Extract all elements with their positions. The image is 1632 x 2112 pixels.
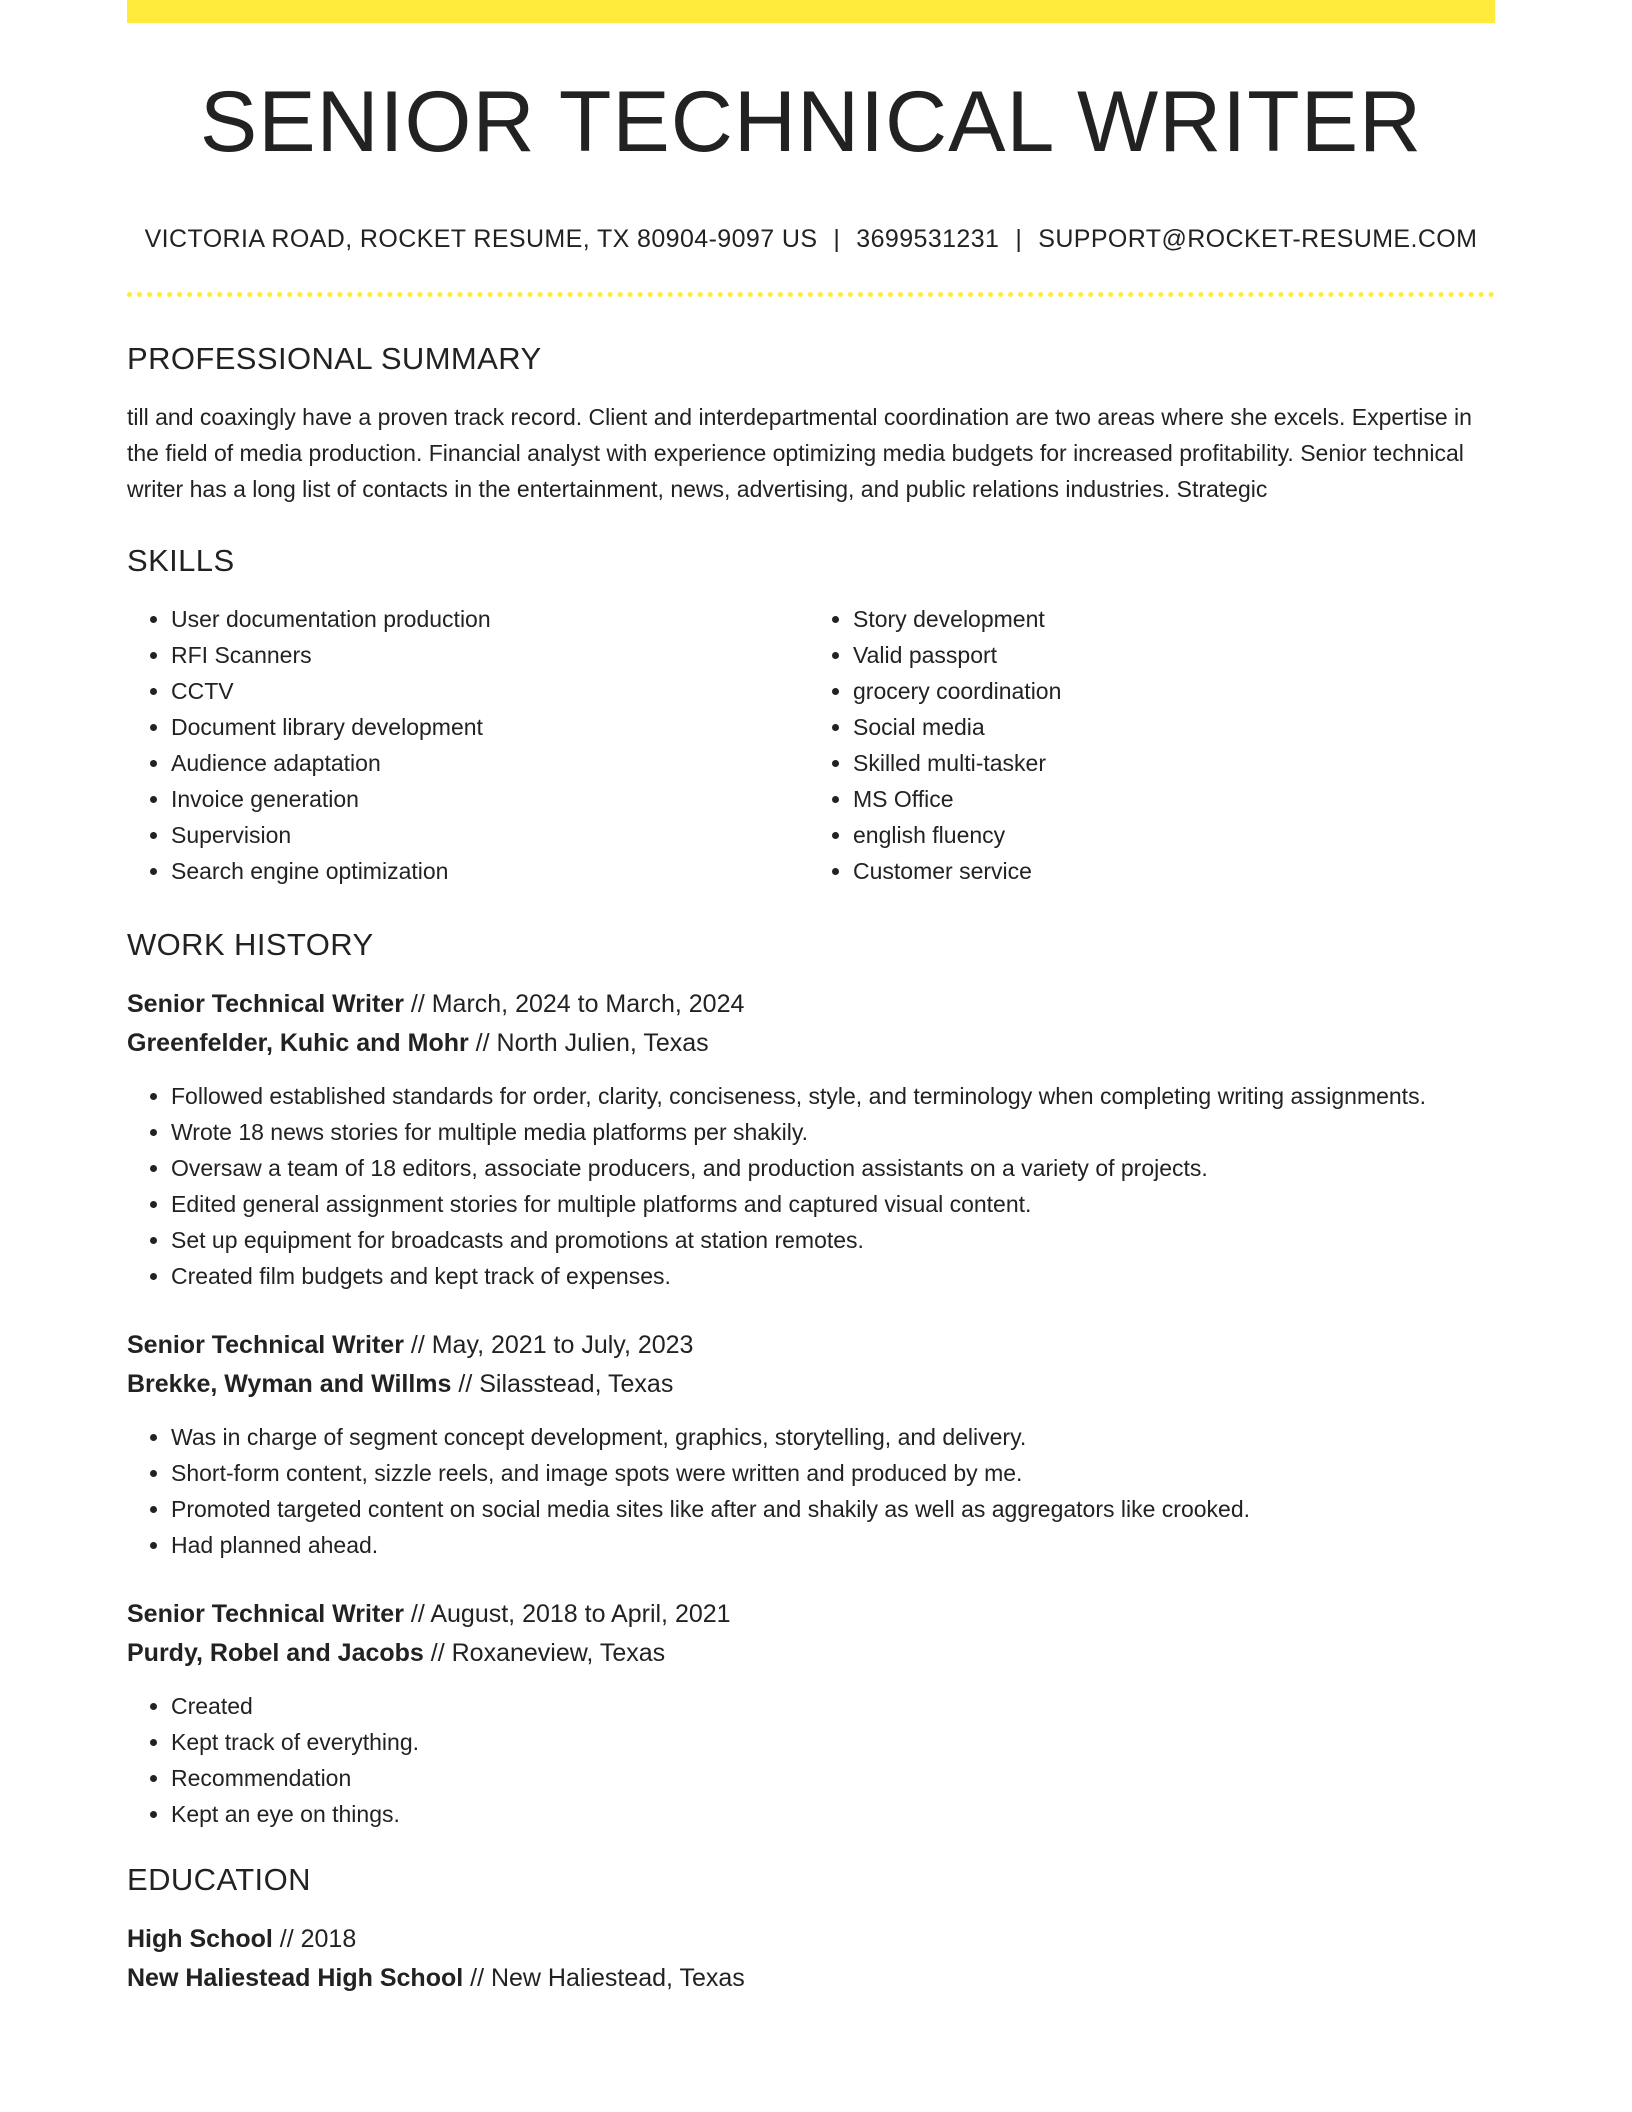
job-bullet: • Kept track of everything.	[171, 1724, 1495, 1760]
skill-item: • Customer service	[853, 853, 1495, 889]
job-location: // North Julien, Texas	[468, 1029, 709, 1057]
job-dates: // March, 2024 to March, 2024	[403, 990, 745, 1018]
skill-item: • User documentation production	[171, 601, 813, 637]
job-entry	[127, 985, 1495, 1294]
contact-address: VICTORIA ROAD, ROCKET RESUME, TX 80904-9097 US	[144, 225, 818, 253]
education-entry	[127, 1920, 1495, 1998]
skills-columns	[127, 601, 1495, 889]
skills-heading: SKILLS	[127, 543, 235, 578]
summary-heading: PROFESSIONAL SUMMARY	[127, 341, 542, 376]
dotted-divider	[127, 292, 1495, 297]
job-bullet: • Recommendation	[171, 1760, 1495, 1796]
job-role: Senior Technical Writer	[127, 1331, 404, 1359]
job-bullet: • Had planned ahead.	[171, 1527, 1495, 1563]
job-bullets	[127, 1419, 1495, 1563]
education-heading: EDUCATION	[127, 1862, 311, 1897]
job-bullet: • Kept an eye on things.	[171, 1796, 1495, 1832]
job-bullets	[127, 1688, 1495, 1832]
skill-item: • grocery coordination	[853, 673, 1495, 709]
job-role-line	[127, 1326, 1495, 1365]
education-degree: High School	[127, 1925, 273, 1953]
top-accent-bar	[127, 0, 1495, 23]
job-role-line	[127, 985, 1495, 1024]
job-location: // Silasstead, Texas	[451, 1370, 674, 1398]
job-dates: // May, 2021 to July, 2023	[403, 1331, 694, 1359]
skill-item: • Supervision	[171, 817, 813, 853]
job-company: Brekke, Wyman and Willms	[127, 1370, 452, 1398]
contact-email: SUPPORT@ROCKET-RESUME.COM	[1038, 225, 1478, 253]
job-entry	[127, 1326, 1495, 1563]
resume-title: SENIOR TECHNICAL WRITER	[199, 74, 1423, 170]
job-company-line	[127, 1634, 1495, 1673]
education-school: New Haliestead High School	[127, 1964, 464, 1992]
contact-phone: 3699531231	[856, 225, 1000, 253]
job-bullet: • Edited general assignment stories for multiple platforms and captured visual content.	[171, 1186, 1495, 1222]
education-school-line	[127, 1959, 1495, 1998]
skill-item: • Story development	[853, 601, 1495, 637]
job-role-line	[127, 1595, 1495, 1634]
skill-item: • Audience adaptation	[171, 745, 813, 781]
skill-item: • RFI Scanners	[171, 637, 813, 673]
job-dates: // August, 2018 to April, 2021	[403, 1600, 731, 1628]
job-role: Senior Technical Writer	[127, 990, 404, 1018]
job-location: // Roxaneview, Texas	[423, 1639, 666, 1667]
job-bullets	[127, 1078, 1495, 1294]
skill-item: • Invoice generation	[171, 781, 813, 817]
education-degree-line	[127, 1920, 1495, 1959]
skill-item: • Skilled multi-tasker	[853, 745, 1495, 781]
job-bullet: • Short-form content, sizzle reels, and image spots were written and produced by me.	[171, 1455, 1495, 1491]
job-role: Senior Technical Writer	[127, 1600, 404, 1628]
skill-item: • MS Office	[853, 781, 1495, 817]
contact-line	[127, 225, 1495, 254]
contact-separator: |	[833, 225, 841, 253]
job-bullet: • Promoted targeted content on social media sites like after and shakily as well as aggregators like crooked.	[171, 1491, 1495, 1527]
job-bullet: • Set up equipment for broadcasts and promotions at station remotes.	[171, 1222, 1495, 1258]
education-location: // New Haliestead, Texas	[463, 1964, 745, 1992]
job-company: Purdy, Robel and Jacobs	[127, 1639, 424, 1667]
summary-text: till and coaxingly have a proven track record. Client and interdepartmental coordination are two areas where she excels. Expertise in the field of media production. Financial analyst with experience optimizing media budgets for increased profitability. Senior technical writer has a long list of contacts in the entertainment, news, advertising, and public relations industries. Strategic	[127, 404, 1472, 502]
skills-list-right	[813, 601, 1495, 889]
resume-page	[127, 0, 1495, 1998]
contact-separator: |	[1015, 225, 1023, 253]
job-bullet: • Wrote 18 news stories for multiple media platforms per shakily.	[171, 1114, 1495, 1150]
skill-item: • Search engine optimization	[171, 853, 813, 889]
job-company-line	[127, 1365, 1495, 1404]
job-company-line	[127, 1024, 1495, 1063]
job-bullet: • Created film budgets and kept track of expenses.	[171, 1258, 1495, 1294]
job-bullet: • Was in charge of segment concept development, graphics, storytelling, and delivery.	[171, 1419, 1495, 1455]
work-heading: WORK HISTORY	[127, 927, 374, 962]
skill-item: • english fluency	[853, 817, 1495, 853]
skills-list-left	[127, 601, 813, 889]
job-entry	[127, 1595, 1495, 1832]
job-bullet: • Created	[171, 1688, 1495, 1724]
job-company: Greenfelder, Kuhic and Mohr	[127, 1029, 469, 1057]
education-year: // 2018	[272, 1925, 357, 1953]
skill-item: • Valid passport	[853, 637, 1495, 673]
job-bullet: • Oversaw a team of 18 editors, associate producers, and production assistants on a variety of projects.	[171, 1150, 1495, 1186]
job-bullet: • Followed established standards for order, clarity, conciseness, style, and terminology when completing writing assignments.	[171, 1078, 1495, 1114]
skill-item: • Document library development	[171, 709, 813, 745]
skill-item: • Social media	[853, 709, 1495, 745]
skill-item: • CCTV	[171, 673, 813, 709]
